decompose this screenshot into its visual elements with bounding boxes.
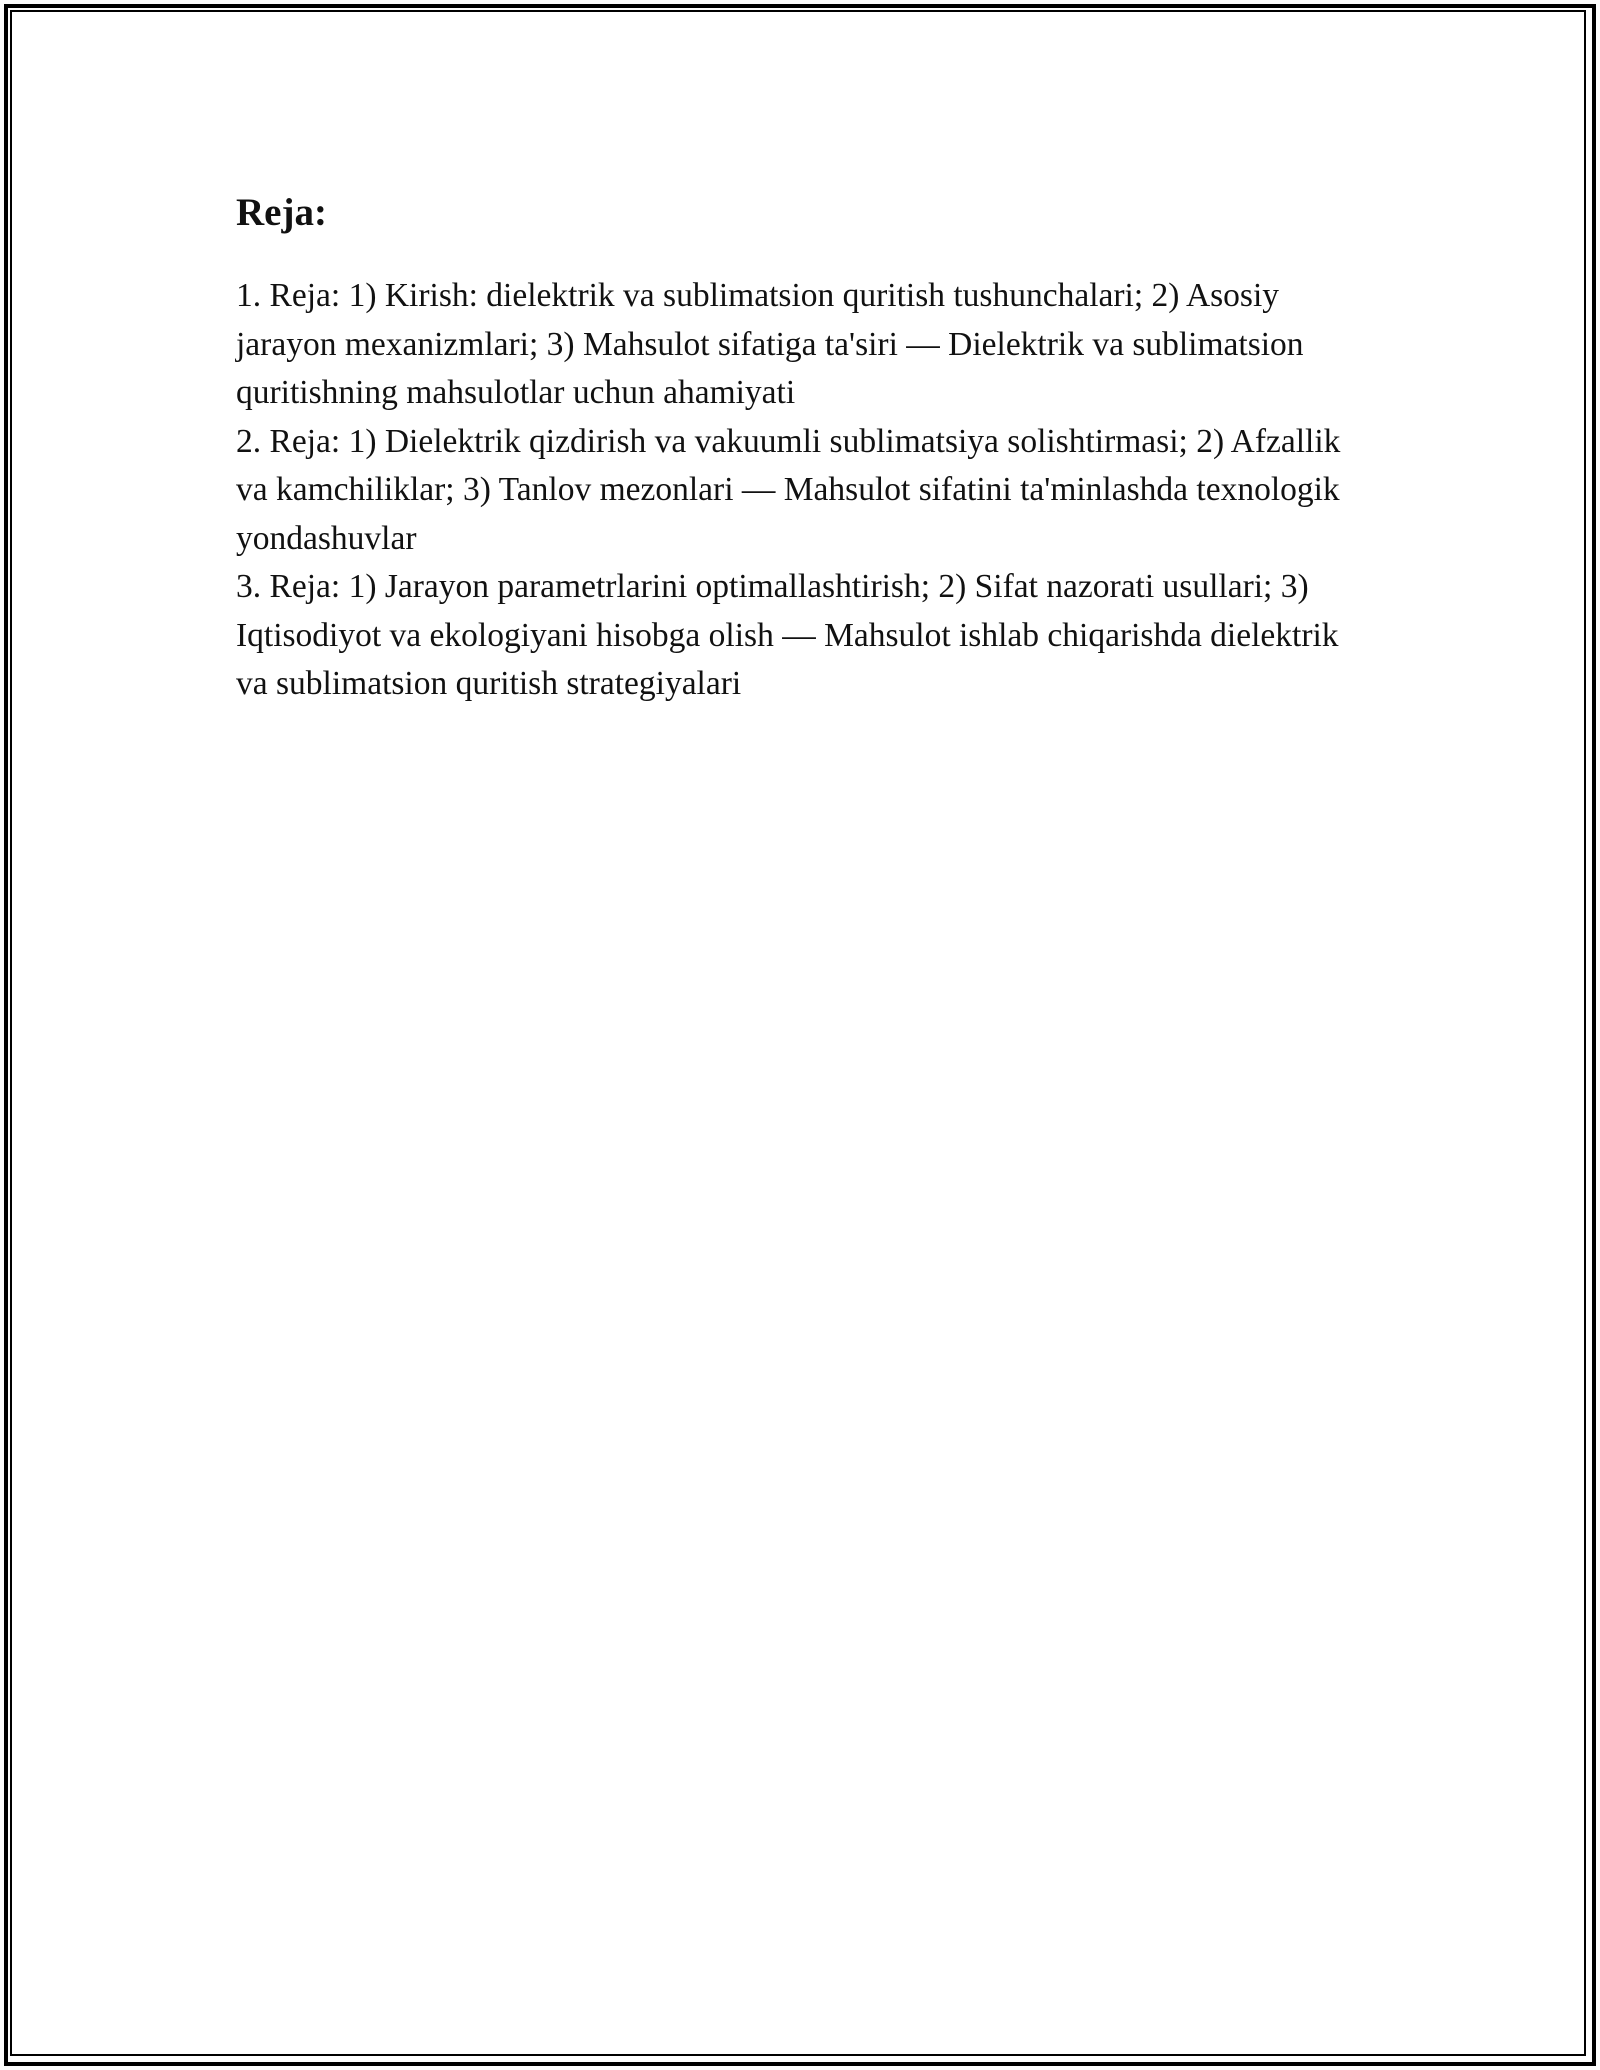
- plan-item: 1. Reja: 1) Kirish: dielektrik va sublimatsion quritish tushunchalari; 2) Asosiy jarayon mexanizmlari; 3) Mahsulot sifatiga ta'siri — Dielektrik va sublimatsion quritishning mahsulotlar uchun ahamiyati: [236, 277, 1304, 411]
- plan-list: [236, 272, 1376, 709]
- plan-item: 2. Reja: 1) Dielektrik qizdirish va vakuumli sublimatsiya solishtirmasi; 2) Afzallik va kamchiliklar; 3) Tanlov mezonlari — Mahsulot sifatini ta'minlashda texnologik yondashuvlar: [236, 422, 1341, 557]
- plan-item: 3. Reja: 1) Jarayon parametrlarini optimallashtirish; 2) Sifat nazorati usullari; 3) Iqtisodiyot va ekologiyani hisobga olish — Mahsulot ishlab chiqarishda dielektrik va sublimatsion quritish strategiyalari: [236, 568, 1339, 702]
- document-title: Reja:: [236, 191, 327, 234]
- document-body: [236, 186, 1376, 709]
